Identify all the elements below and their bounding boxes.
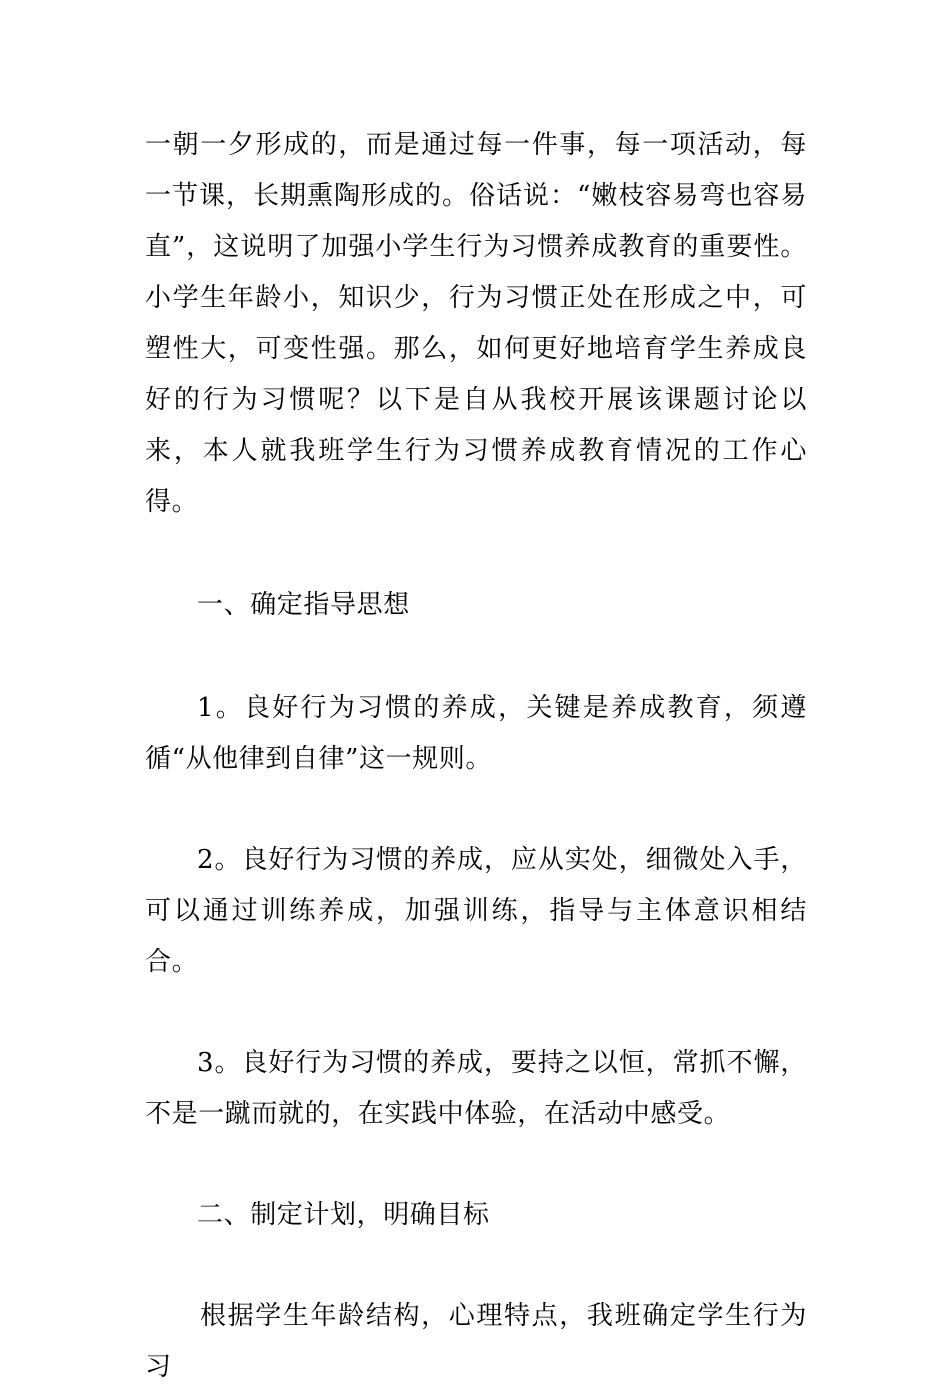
section-heading-plan-goals: 二、制定计划，明确目标 <box>197 1200 490 1230</box>
document-page <box>145 120 807 1393</box>
list-item-2: 2。良好行为习惯的养成，应从实处，细微处入手，可以通过训练养成，加强训练，指导与主体意识相结合。 <box>145 845 807 977</box>
section-heading-guiding-ideology: 一、确定指导思想 <box>197 590 410 620</box>
list-item-1: 1。良好行为习惯的养成，关键是养成教育，须遵循“从他律到自律”这一规则。 <box>145 693 807 774</box>
list-item-3: 3。良好行为习惯的养成，要持之以恒，常抓不懈，不是一蹴而就的，在实践中体验，在活动中感受。 <box>145 1048 807 1129</box>
intro-paragraph: 一朝一夕形成的，而是通过每一件事，每一项活动，每一节课，长期熏陶形成的。俗话说：“嫩枝容易弯也容易直”，这说明了加强小学生行为习惯养成教育的重要性。小学生年龄小，知识少，行为习惯正处在形成之中，可塑性大，可变性强。那么，如何更好地培育学生养成良好的行为习惯呢？以下是自从我校开展该课题讨论以来，本人就我班学生行为习惯养成教育情况的工作心得。 <box>145 130 807 517</box>
closing-paragraph: 根据学生年龄结构，心理特点，我班确定学生行为习 <box>145 1301 807 1382</box>
